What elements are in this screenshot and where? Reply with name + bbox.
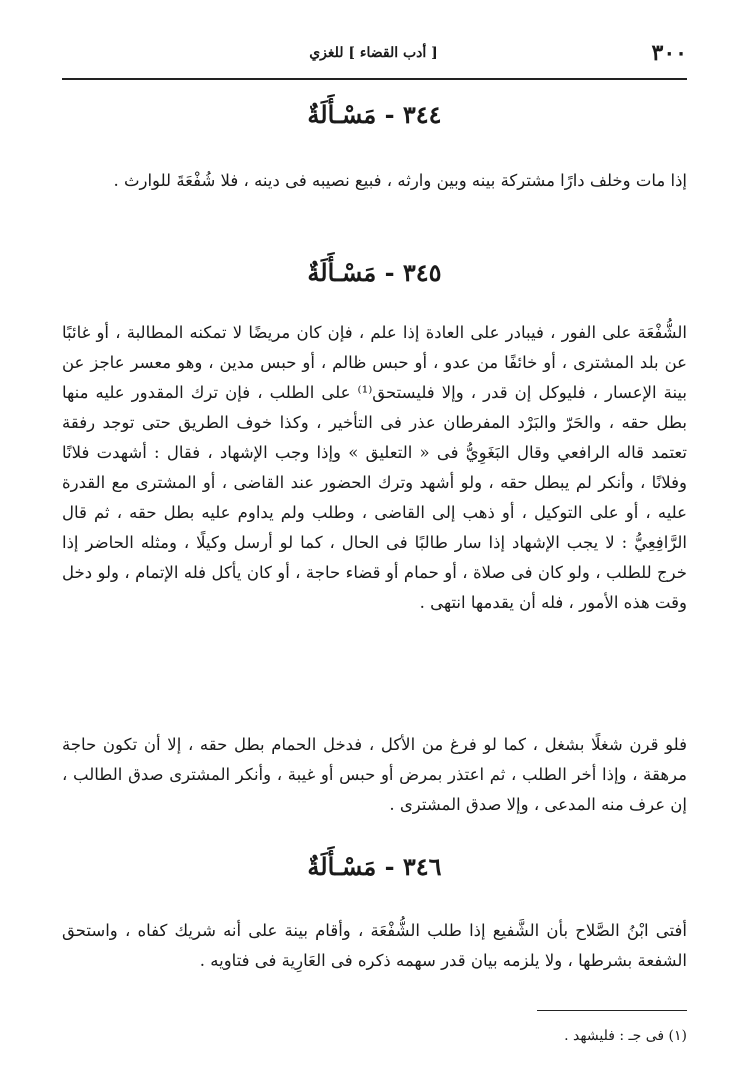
- paragraph-346-1: أفتى ابْنُ الصَّلاح بأن الشَّفيع إذا طلب الشُّفْعَة ، وأقام بينة على أنه شريك كفاه ، واستحق الشفعة بشرطها ، ولا يلزمه بيان قدر سهمه ذكره فى العَارِية فى فتاويه .: [62, 921, 687, 970]
- page-number: ٣٠٠: [651, 40, 687, 66]
- footnote: (١) فى جـ : فليشهد .: [564, 1028, 687, 1044]
- paragraph-344-1: إذا مات وخلف دارًا مشتركة بينه وبين وارثه ، فبيع نصيبه فى دينه ، فلا شُفْعَةَ للوارث .: [113, 171, 687, 190]
- running-title: [ أدب القضاء ] للغزي: [309, 45, 438, 61]
- paragraph-345-2: فلو قرن شغلًا بشغل ، كما لو فرغ من الأكل ، فدخل الحمام بطل حقه ، إلا أن تكون حاجة مرهقة ، وإذا أخر الطلب ، ثم اعتذر بمرض أو حبس أو غيبة ، وأنكر المشترى صدق الطالب ، إن عرف منه المدعى ، وإلا صدق المشترى .: [62, 735, 687, 814]
- paragraph-345-1: الشُّفْعَة على الفور ، فيبادر على العادة إذا علم ، فإن كان مريضًا لا تمكنه المطالبة ، أو غائبًا عن بلد المشترى ، أو خائفًا من عدو ، أو حبس ظالم ، أو حبس مدين ، وهو معسر عاجز عن بينة الإعسار ، فليوكل إن قدر ، وإلا فليستحق⁽¹⁾ على الطلب ، فإن ترك المقدور عليه منها بطل حقه ، والحَرّ والبَرْد المفرطان عذر فى التأخير ، وكذا خوف الطريق حتى توجد رفقة تعتمد قاله الرافعي وقال البَغَوِيُّ فى « التعليق » وإذا وجب الإشهاد ، فقال : أشهدت فلانًا وفلانًا ، وأنكر لم يبطل حقه ، ولو أشهد وترك الحضور عند القاضى ، أو المشترى مع القدرة عليه ، أو على التوكيل ، أو ذهب إلى القاضى ، وطلب ولم يداوم عليه بطل حقه ، ثم قال الرَّافِعِيُّ : لا يجب الإشهاد إذا سار طالبًا فى الحال ، كما لو أرسل وكيلًا ، ومثله الحاضر إذا خرج للطلب ، ولو كان فى صلاة ، أو حمام أو قضاء حاجة ، أو كان يأكل فله الإتمام ، ولو دخل وقت هذه الأمور ، فله أن يقدمها انتهى .: [62, 323, 687, 612]
- running-head: [60, 38, 687, 68]
- section-heading-344: ٣٤٤ - مَسْـأَلَةٌ: [307, 100, 442, 129]
- header-rule: [62, 78, 687, 80]
- section-heading-346: ٣٤٦ - مَسْـأَلَةٌ: [307, 852, 442, 881]
- section-heading-345: ٣٤٥ - مَسْـأَلَةٌ: [307, 258, 442, 287]
- footnote-rule: [537, 1010, 687, 1011]
